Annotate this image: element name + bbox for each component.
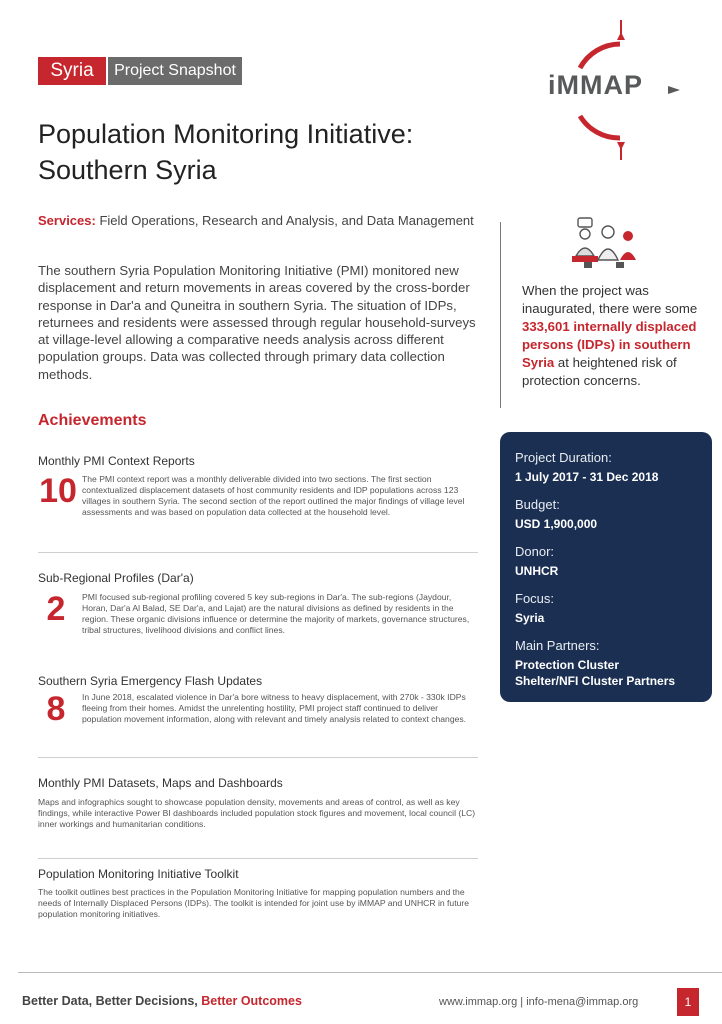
achievement-number: 2: [46, 590, 66, 628]
services-text: Field Operations, Research and Analysis, and Data Management: [95, 213, 474, 228]
title-line-1: Population Monitoring Initiative:: [38, 119, 414, 149]
document-type-tag: Project Snapshot: [108, 57, 242, 85]
budget-label: Budget:: [515, 497, 560, 512]
achievement-title: Sub-Regional Profiles (Dar'a): [38, 571, 194, 585]
tagline-part-2: Better Outcomes: [201, 994, 302, 1008]
footer-divider: [18, 972, 722, 973]
intro-paragraph: The southern Syria Population Monitoring Initiative (PMI) monitored new displacement and return movements in areas covered by the cross-border response in Dar'a and Quneitra in southern Syria. The situation of IDPs, returnees and residents were assessed through regular household-surveys at village-level allowing a comparative needs analysis across different population groups. Data was collected through primary data collection methods.: [38, 263, 476, 382]
achievement-body: The toolkit outlines best practices in the Population Monitoring Initiative for mapping population numbers and the needs of Internally Displaced Persons (IDPs). The toolkit is intended for joint use by iMMAP and UNHCR in future population monitoring initiatives.: [38, 887, 470, 919]
section-divider: [38, 552, 478, 553]
focus-value: Syria: [515, 611, 545, 625]
callout-text-post: at heightened risk of protection concerns.: [522, 355, 677, 388]
achievements-heading: Achievements: [38, 412, 147, 429]
idp-callout: [522, 282, 707, 390]
focus-label: Focus:: [515, 591, 555, 606]
achievement-title: Population Monitoring Initiative Toolkit: [38, 867, 239, 881]
achievement-body: PMI focused sub-regional profiling covered 5 key sub-regions in Dar'a. The sub-regions (Jaydour, Horan, Dar'a Al Balad, SE Dar'a, and Lajat) are the natural divisions as defined by residents in the region. These organic divisions influence or determine the majority of markets, governance structures, tribal structures, livelihood divisions and conflict lines.: [82, 592, 470, 635]
project-info-panel: [500, 432, 712, 702]
services-label: Services:: [38, 213, 96, 228]
duration-label: Project Duration:: [515, 450, 612, 465]
services-paragraph: [38, 212, 478, 230]
donor-label: Donor:: [515, 544, 555, 559]
country-tag: Syria: [38, 57, 106, 85]
logo-wordmark: iMMAP: [548, 70, 643, 100]
achievement-title: Monthly PMI Datasets, Maps and Dashboards: [38, 776, 283, 790]
achievement-title: Southern Syria Emergency Flash Updates: [38, 674, 263, 688]
duration-value: 1 July 2017 - 31 Dec 2018: [515, 470, 659, 484]
partners-value-1: Protection Cluster: [515, 658, 620, 672]
displaced-people-icon: [570, 212, 642, 270]
partners-value-2: Shelter/NFI Cluster Partners: [515, 674, 676, 688]
footer-tagline: [22, 994, 302, 1008]
achievement-number: 8: [46, 690, 66, 728]
achievement-body: Maps and infographics sought to showcase population density, movements and areas of control, as well as key findings, while interactive Power BI dashboards included population stock figures and movement, local council (LC) inner workings and humanitarian conditions.: [38, 797, 476, 829]
achievement-title: Monthly PMI Context Reports: [38, 454, 195, 468]
footer-contact[interactable]: www.immap.org | info-mena@immap.org: [439, 996, 639, 1008]
achievement-body: In June 2018, escalated violence in Dar'a bore witness to heavy displacement, with 270k - 330k IDPs fleeing from their homes. Amidst the unrelenting hostility, PMI project staff continued to deliver population movement information, along with relevant and timely analysis related to context changes.: [82, 692, 467, 724]
donor-value: UNHCR: [515, 564, 559, 578]
callout-highlight: 333,601 internally displaced persons (IDPs) in southern Syria: [522, 319, 697, 370]
achievement-number: 10: [39, 472, 77, 510]
tagline-part-1: Better Data, Better Decisions,: [22, 994, 202, 1008]
achievement-body: The PMI context report was a monthly deliverable divided into two sections. The first section contextualized displacement datasets of host community residents and IDP populations across 123 villages in southern Syria. The second section of the report outlined the major findings of village level assessments and was based on population data collected at the household level.: [82, 474, 465, 517]
partners-label: Main Partners:: [515, 638, 600, 653]
page-number: 1: [677, 988, 699, 1016]
page-title: [38, 116, 458, 188]
section-divider: [38, 757, 478, 758]
section-divider: [38, 858, 478, 859]
callout-text-pre: When the project was inaugurated, there were some: [522, 283, 698, 316]
vertical-divider: [500, 222, 501, 408]
budget-value: USD 1,900,000: [515, 517, 598, 531]
title-line-2: Southern Syria: [38, 155, 217, 185]
